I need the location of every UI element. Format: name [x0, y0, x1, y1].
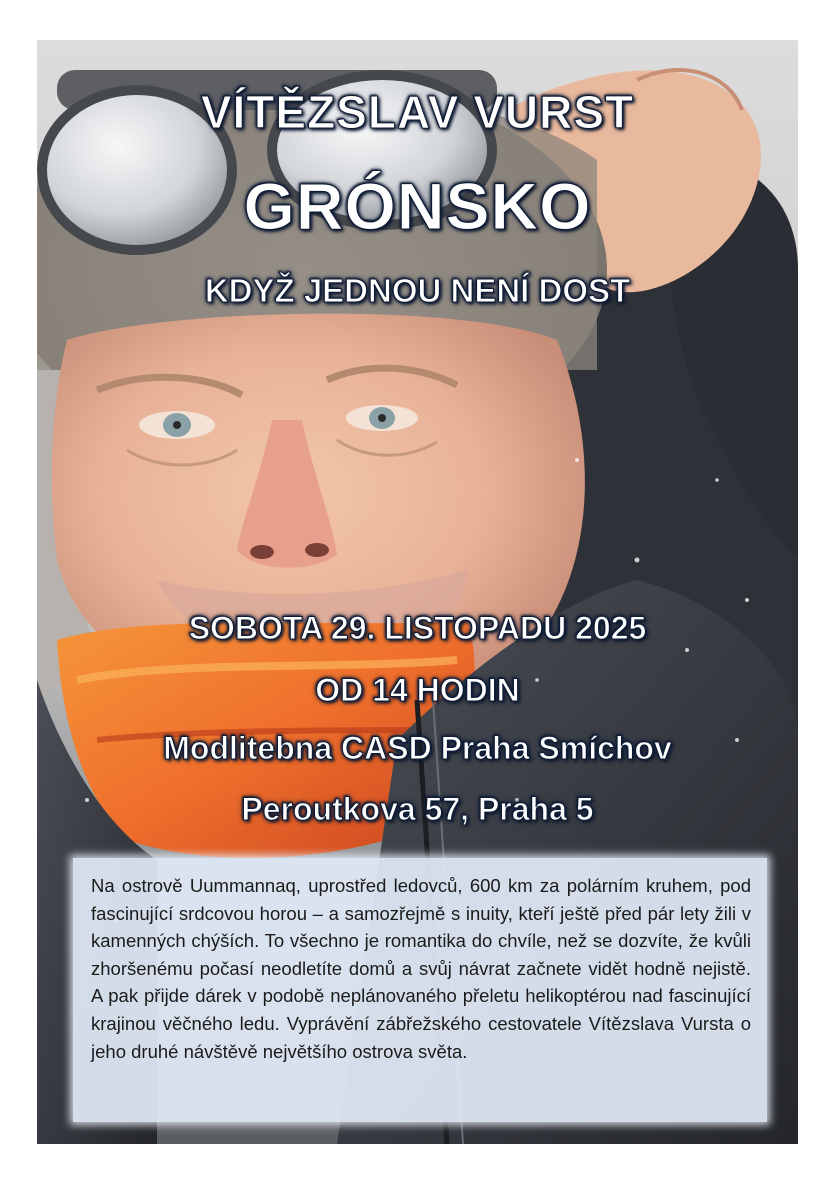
description-box [73, 858, 767, 1122]
event-time: OD 14 HODIN [315, 672, 520, 708]
speaker-name: VÍTĚZSLAV VURST [200, 86, 635, 138]
event-poster [37, 40, 798, 1144]
event-date: SOBOTA 29. LISTOPADU 2025 [188, 610, 647, 646]
event-address: Peroutkova 57, Praha 5 [241, 791, 594, 827]
event-description: Na ostrově Uummannaq, uprostřed ledovců, 600 km za polárním kruhem, pod fascinující srdcovou horou – a samozřejmě s inuity, kteří ještě před pár lety žili v kamenných chýších. To všechno je romantika do chvíle, než se dozvíte, že kvůli zhoršenému počasí neodletíte domů a svůj návrat začnete vidět hodně nejistě. A pak přijde dárek v podobě neplánovaného přeletu helikoptérou nad fascinující krajinou věčného ledu. Vyprávění zábřežského cestovatele Vítězslava Vursta o jeho druhé návštěvě největšího ostrova světa. [91, 875, 751, 1062]
event-subtitle: KDYŽ JEDNOU NENÍ DOST [204, 272, 631, 309]
event-title: GRÓNSKO [243, 169, 592, 243]
event-venue: Modlitebna CASD Praha Smíchov [163, 730, 672, 766]
